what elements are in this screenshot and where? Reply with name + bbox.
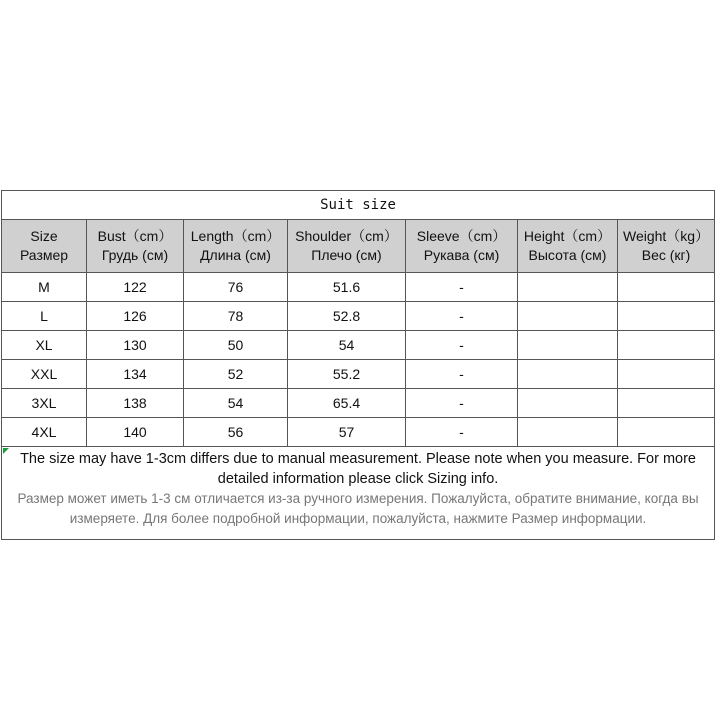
cell-weight [618,273,715,302]
size-chart-table [1,190,715,540]
header-ru: Размер [19,247,69,263]
cell-length: 54 [184,389,288,418]
cell-weight [618,302,715,331]
cell-size: 4XL [2,418,87,447]
cell-height [518,418,618,447]
cell-weight [618,331,715,360]
cell-sleeve: - [406,418,518,447]
table-row [2,389,715,418]
cell-length: 76 [184,273,288,302]
note-row [2,447,715,540]
header-en: Bust（cm） [97,228,173,244]
header-ru: Длина (см) [200,247,271,263]
cell-height [518,360,618,389]
table-row [2,302,715,331]
cell-bust: 134 [87,360,184,389]
cell-height [518,302,618,331]
header-ru: Вес (кг) [641,247,691,263]
table-row [2,331,715,360]
title-row [2,191,715,220]
cell-bust: 138 [87,389,184,418]
note-english: The size may have 1-3cm differs due to manual measurement. Please note when you measure. For more detailed information please click Sizing info. [20,451,696,487]
header-ru: Плечо (см) [311,247,382,263]
header-size [2,220,87,273]
header-shoulder [288,220,406,273]
cell-length: 56 [184,418,288,447]
corner-marker-icon [3,448,9,454]
cell-shoulder: 52.8 [288,302,406,331]
cell-sleeve: - [406,360,518,389]
cell-length: 52 [184,360,288,389]
cell-length: 78 [184,302,288,331]
cell-sleeve: - [406,302,518,331]
header-sleeve [406,220,518,273]
cell-size: L [2,302,87,331]
header-en: Length（cm） [190,228,281,244]
table-row [2,273,715,302]
measurement-note [2,447,715,540]
cell-sleeve: - [406,389,518,418]
header-en: Height（cm） [523,228,612,244]
cell-bust: 122 [87,273,184,302]
header-height [518,220,618,273]
cell-size: M [2,273,87,302]
header-ru: Грудь (см) [101,247,169,263]
cell-weight [618,389,715,418]
header-weight [618,220,715,273]
cell-size: 3XL [2,389,87,418]
cell-shoulder: 51.6 [288,273,406,302]
table-title: Suit size [2,191,715,220]
header-en: Size [30,228,58,244]
cell-bust: 130 [87,331,184,360]
table-row [2,360,715,389]
cell-height [518,273,618,302]
cell-weight [618,418,715,447]
table-row [2,418,715,447]
cell-bust: 140 [87,418,184,447]
header-row [2,220,715,273]
cell-height [518,331,618,360]
cell-size: XXL [2,360,87,389]
cell-shoulder: 55.2 [288,360,406,389]
cell-sleeve: - [406,331,518,360]
header-ru: Высота (см) [528,247,607,263]
cell-bust: 126 [87,302,184,331]
header-en: Weight（kg） [622,228,710,244]
header-ru: Рукава (см) [423,247,500,263]
cell-shoulder: 57 [288,418,406,447]
header-en: Sleeve（cm） [416,228,507,244]
cell-shoulder: 65.4 [288,389,406,418]
cell-height [518,389,618,418]
header-bust [87,220,184,273]
note-russian: Размер может иметь 1-3 см отличается из-за ручного измерения. Пожалуйста, обратите внимание, когда вы измеряете. Для более подробной информации, пожалуйста, нажмите Размер информации. [17,491,699,526]
header-length [184,220,288,273]
cell-length: 50 [184,331,288,360]
cell-size: XL [2,331,87,360]
cell-weight [618,360,715,389]
cell-shoulder: 54 [288,331,406,360]
header-en: Shoulder（cm） [295,228,398,244]
cell-sleeve: - [406,273,518,302]
